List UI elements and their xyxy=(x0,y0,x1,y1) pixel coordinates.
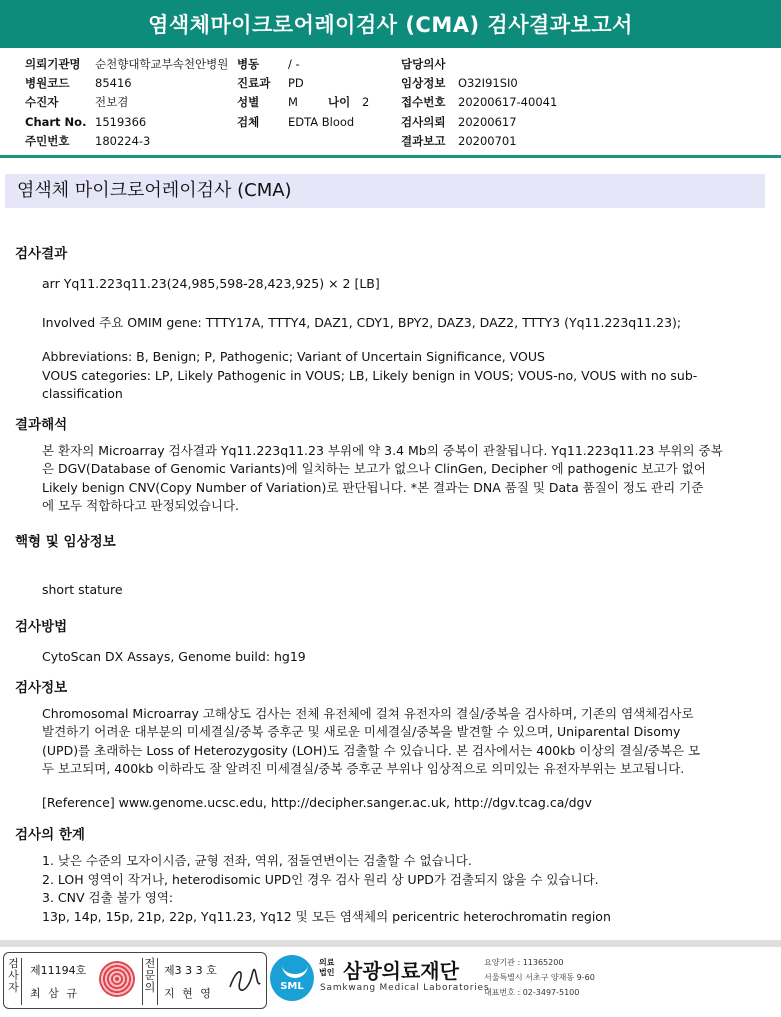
report-title: 염색체마이크로어레이검사 (CMA) 검사결과보고서 xyxy=(148,13,633,37)
report-footer xyxy=(0,949,781,1017)
limits-heading: 검사의 한계 xyxy=(15,827,85,843)
header-row xyxy=(0,93,781,112)
examiner-license: 제11194호 xyxy=(30,964,87,977)
header-label: 나이 xyxy=(328,95,351,109)
limits-line: 13p, 14p, 15p, 21p, 22p, Yq11.23, Yq12 및 모든 염색체의 pericentric heterochromatin region xyxy=(42,909,611,924)
header-label: Chart No. xyxy=(25,115,87,129)
clinical-heading: 핵형 및 임상정보 xyxy=(15,534,116,550)
specialist-label: 전문의 xyxy=(142,958,158,1005)
footer-divider xyxy=(0,940,781,947)
header-value: M xyxy=(288,95,298,109)
header-label: 담당의사 xyxy=(401,57,446,71)
interpretation-line: 에 모두 적합하다고 판정되었습니다. xyxy=(42,498,240,513)
header-label: 검사의뢰 xyxy=(401,115,446,129)
org-prefix: 의료법인 xyxy=(319,958,335,977)
header-label: 병원코드 xyxy=(25,76,70,90)
header-label: 임상정보 xyxy=(401,76,446,90)
info-reference: [Reference] www.genome.ucsc.edu, http://decipher.sanger.ac.uk, http://dgv.tcag.ca/dgv xyxy=(42,795,592,810)
result-vous-categories-cont: classification xyxy=(42,386,123,401)
limits-line: 3. CNV 검출 불가 영역: xyxy=(42,890,174,905)
clinical-text: short stature xyxy=(42,582,123,597)
header-value: / - xyxy=(288,57,300,71)
header-row xyxy=(0,132,781,151)
info-line: Chromosomal Microarray 고해상도 검사는 전체 유전체에 걸쳐 유전자의 결실/중복을 검사하며, 기존의 염색체검사로 xyxy=(42,706,694,721)
section-title xyxy=(5,174,765,208)
limits-line: 2. LOH 영역이 작거나, heterodisomic UPD인 경우 검사 원리 상 UPD가 검출되지 않을 수 있습니다. xyxy=(42,872,599,887)
seal-stamp-icon xyxy=(99,961,135,997)
result-genes: Involved 주요 OMIM gene: TTTY17A, TTTY4, DAZ1, CDY1, BPY2, DAZ3, DAZ2, TTTY3 (Yq11.223q11.23); xyxy=(42,315,682,330)
patient-info-header xyxy=(0,48,781,158)
info-heading: 검사정보 xyxy=(15,680,68,696)
org-english-name: Samkwang Medical Laboratories xyxy=(320,983,490,993)
header-value: 180224-3 xyxy=(95,134,151,148)
report-title-bar xyxy=(0,0,781,48)
info-line: (UPD)를 초래하는 Loss of Heterozygosity (LOH)도 검출할 수 있습니다. 본 검사에서는 400kb 이상의 결실/중복은 모 xyxy=(42,743,701,758)
interpretation-heading: 결과해석 xyxy=(15,417,68,433)
header-label: 주민번호 xyxy=(25,134,70,148)
header-row xyxy=(0,74,781,93)
header-value: 전보겸 xyxy=(95,95,129,109)
header-value: O32I91SI0 xyxy=(458,76,518,90)
info-line: 발견하기 어려운 대부분의 미세결실/중복 증후군 및 새로운 미세결실/중복을 발견할 수 있으며, Uniparental Disomy xyxy=(42,724,681,739)
header-value: 20200617-40041 xyxy=(458,95,558,109)
org-contact-line: 서울특별시 서초구 양재동 9-60 xyxy=(484,973,595,982)
header-value: 순천향대학교부속천안병원 xyxy=(95,57,229,71)
header-value: 1519366 xyxy=(95,115,147,129)
header-value: 20200701 xyxy=(458,134,517,148)
limits-line: 1. 낮은 수준의 모자이시즘, 균형 전좌, 역위, 점돌연변이는 검출할 수 없습니다. xyxy=(42,853,472,868)
org-contact-line: 요양기관 : 11365200 xyxy=(484,958,564,967)
header-label: 결과보고 xyxy=(401,134,446,148)
header-value: 20200617 xyxy=(458,115,517,129)
logo-text: SML xyxy=(280,981,304,992)
result-arr: arr Yq11.223q11.23(24,985,598-28,423,925) × 2 [LB] xyxy=(42,276,380,291)
header-label: 의뢰기관명 xyxy=(25,57,81,71)
info-line: 두 보고되며, 400kb 이하라도 잘 알려진 미세결실/중복 증후군 부위나 임상적으로 의미있는 유전자부위는 보고됩니다. xyxy=(42,761,685,776)
header-value: 2 xyxy=(362,95,370,109)
header-label: 검체 xyxy=(237,115,260,129)
header-row xyxy=(0,113,781,132)
signature-icon xyxy=(226,963,262,997)
specialist-name: 지 현 영 xyxy=(164,987,213,1000)
method-text: CytoScan DX Assays, Genome build: hg19 xyxy=(42,649,306,664)
header-label: 성별 xyxy=(237,95,260,109)
org-contact-line: 대표번호 : 02-3497-5100 xyxy=(484,988,580,997)
interpretation-line: Likely benign CNV(Copy Number of Variation)로 판단됩니다. *본 결과는 DNA 품질 및 Data 품질이 정도 관리 기준 xyxy=(42,480,704,495)
result-vous-categories: VOUS categories: LP, Likely Pathogenic in VOUS; LB, Likely benign in VOUS; VOUS-no, VOUS with no sub- xyxy=(42,368,698,383)
method-heading: 검사방법 xyxy=(15,619,68,635)
header-label: 병동 xyxy=(237,57,260,71)
header-value: EDTA Blood xyxy=(288,115,355,129)
interpretation-line: 본 환자의 Microarray 검사결과 Yq11.223q11.23 부위에 약 3.4 Mb의 중복이 관찰됩니다. Yq11.223q11.23 부위의 중복 xyxy=(42,443,723,458)
result-heading: 검사결과 xyxy=(15,246,68,262)
header-value: PD xyxy=(288,76,304,90)
examiner-name: 최 삼 규 xyxy=(30,987,79,1000)
header-row xyxy=(0,55,781,74)
examiner-label: 검사자 xyxy=(6,958,22,1005)
header-value: 85416 xyxy=(95,76,132,90)
specialist-license: 제3 3 3 호 xyxy=(164,964,217,977)
signature-box xyxy=(3,952,267,1009)
interpretation-line: 은 DGV(Database of Genomic Variants)에 일치하는 보고가 없으나 ClinGen, Decipher 에 pathogenic 보고가 없어 xyxy=(42,461,706,476)
org-name: 삼광의료재단 xyxy=(343,959,459,983)
header-label: 접수번호 xyxy=(401,95,446,109)
result-abbreviations: Abbreviations: B, Benign; P, Pathogenic; Variant of Uncertain Significance, VOUS xyxy=(42,349,545,364)
section-title-text: 염색체 마이크로어레이검사 (CMA) xyxy=(17,180,292,201)
header-label: 진료과 xyxy=(237,76,271,90)
header-label: 수진자 xyxy=(25,95,59,109)
